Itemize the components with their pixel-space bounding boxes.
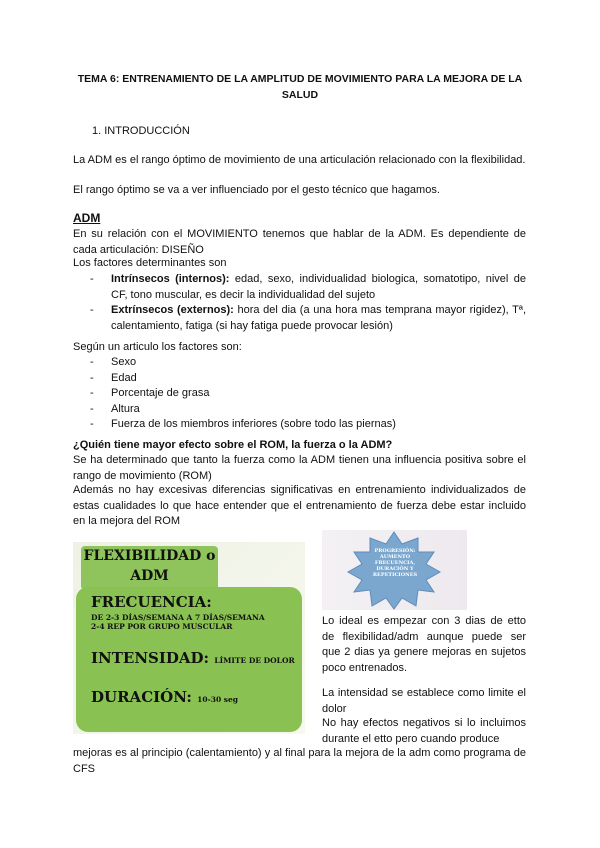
question-paragraph-1: Se ha determinado que tanto la fuerza como la ADM tienen una influencia positiva sobre el rango de movimiento (ROM) xyxy=(73,454,526,482)
progression-star-graphic xyxy=(322,530,467,610)
article-factors-list xyxy=(73,355,526,433)
intensity-row xyxy=(91,649,295,667)
list-item: - Porcentaje de grasa xyxy=(73,386,526,402)
list-item: - Fuerza de los miembros inferiores (sobre todo las piernas) xyxy=(73,417,526,433)
article-intro: Según un articulo los factores son: xyxy=(73,341,242,353)
intensity-value: LÍMITE DE DOLOR xyxy=(214,656,295,665)
frequency-details xyxy=(91,613,265,631)
factor-label: Intrínsecos (internos): xyxy=(111,273,230,285)
side-paragraph-3: No hay efectos negativos si lo incluimos durante el etto pero cuando produce xyxy=(322,717,526,745)
side-paragraph-2: La intensidad se establece como limite el dolor xyxy=(322,687,526,715)
infographic-title-line-1: FLEXIBILIDAD o xyxy=(83,548,216,564)
list-item: - Sexo xyxy=(73,355,526,371)
duration-value: 10-30 seg xyxy=(197,695,239,704)
factor-label: Extrínsecos (externos): xyxy=(111,304,234,316)
intensity-label: INTENSIDAD: xyxy=(91,649,210,667)
intro-paragraph-1: La ADM es el rango óptimo de movimiento de una articulación relacionado con la flexibilidad. xyxy=(73,154,526,166)
infographic-content-box xyxy=(76,587,302,732)
section-heading-introduccion: 1. INTRODUCCIÓN xyxy=(92,125,190,137)
flexibility-infographic xyxy=(73,542,305,734)
factors-list xyxy=(73,272,526,334)
duration-row xyxy=(91,688,238,706)
question-paragraph-2: Además no hay excesivas diferencias significativas en entrenamiento individualizados de estas cualidades lo que hace entender que el entrenamiento de fuerza debe estar incluido en la mejora del ROM xyxy=(73,484,526,527)
factor-text: hora del dia (a una hora mas temprana mayor rigidez), Tª, calentamiento, fatiga (si hay fatiga puede provocar lesión) xyxy=(111,304,527,332)
question-heading: ¿Quién tiene mayor efecto sobre el ROM, la fuerza o la ADM? xyxy=(73,439,393,451)
list-item: - Altura xyxy=(73,402,526,418)
document-title: TEMA 6: ENTRENAMIENTO DE LA AMPLITUD DE MOVIMIENTO PARA LA MEJORA DE LA SALUD xyxy=(77,73,523,101)
final-paragraph: mejoras es al principio (calentamiento) y al final para la mejora de la adm como programa de CFS xyxy=(73,747,526,775)
list-item: - Edad xyxy=(73,371,526,387)
progression-text: PROGRESIÓN: AUMENTO FRECUENCIA, DURACIÓN Y REPETICIONES xyxy=(372,548,418,578)
duration-label: DURACIÓN: xyxy=(91,688,192,706)
factors-intro: Los factores determinantes son xyxy=(73,257,227,269)
frequency-label: FRECUENCIA: xyxy=(91,593,212,611)
side-paragraph-1: Lo ideal es empezar con 3 dias de etto de flexibilidad/adm aunque puede ser que 2 dias ya genere mejoras en sujetos poco entrenados. xyxy=(322,615,526,674)
intro-paragraph-2: El rango óptimo se va a ver influenciado por el gesto técnico que hagamos. xyxy=(73,184,440,196)
list-item xyxy=(73,303,526,334)
factor-text: edad, sexo, individualidad biologica, somatotipo, nivel de CF, tono muscular, es decir la individualidad del sujeto xyxy=(111,273,527,301)
list-item xyxy=(73,272,526,303)
adm-paragraph: En su relación con el MOVIMIENTO tenemos que hablar de la ADM. Es dependiente de cada articulación: DISEÑO xyxy=(73,228,526,256)
adm-heading: ADM xyxy=(73,211,101,225)
infographic-title-box xyxy=(81,546,218,590)
frequency-line-1: DE 2-3 DÍAS/SEMANA A 7 DÍAS/SEMANA xyxy=(91,613,265,622)
infographic-title-line-2: ADM xyxy=(130,568,169,584)
frequency-line-2: 2-4 REP POR GRUPO MUSCULAR xyxy=(91,622,233,631)
